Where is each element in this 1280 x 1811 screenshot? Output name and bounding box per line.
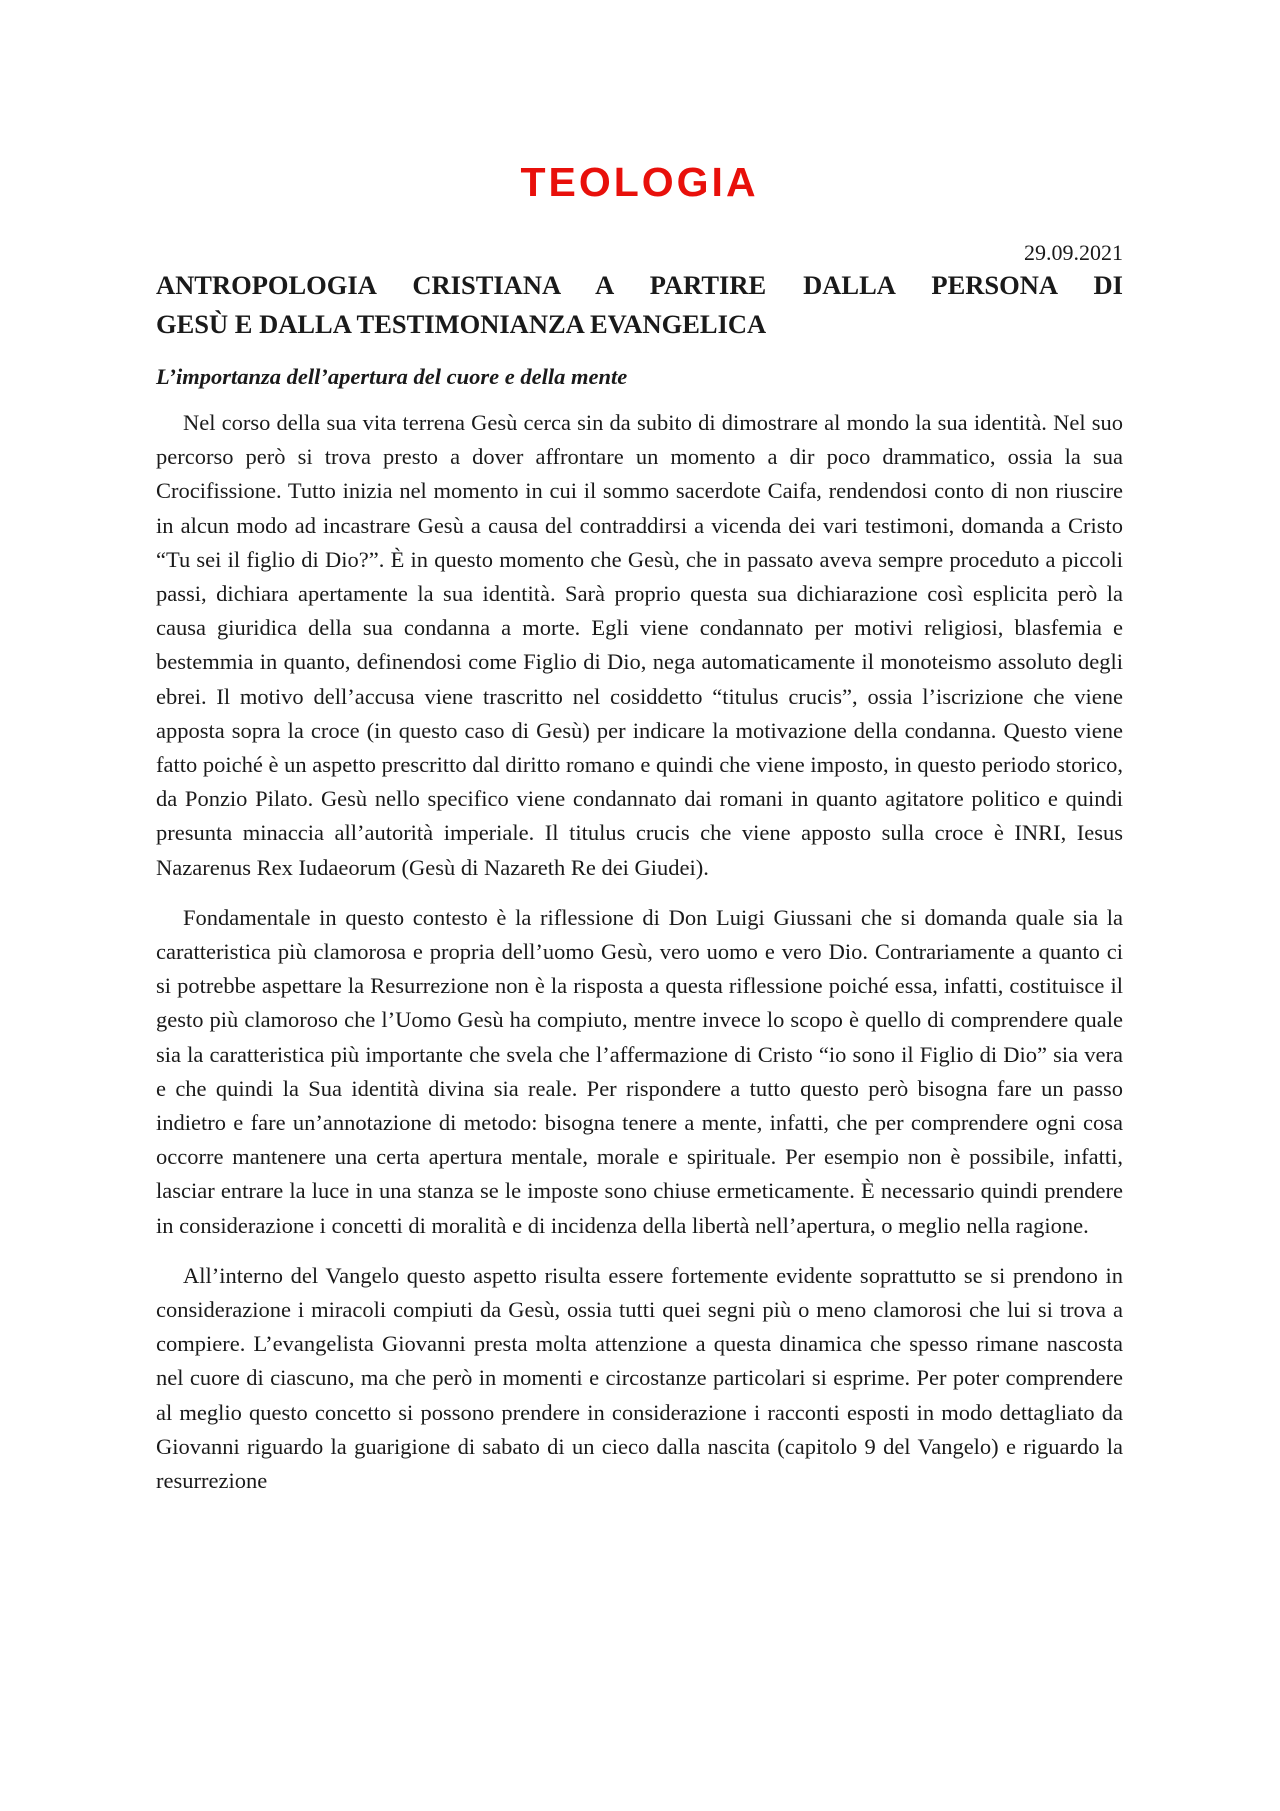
paragraph-1: Nel corso della sua vita terrena Gesù cerca sin da subito di dimostrare al mondo la sua identità. Nel suo percorso però si trova presto a dover affrontare un momento a dir poco drammatico, ossia la sua Crocifissione. Tutto inizia nel momento in cui il sommo sacerdote Caifa, rendendosi conto di non riuscire in alcun modo ad incastrare Gesù a causa del contraddirsi a vicenda dei vari testimoni, domanda a Cristo “Tu sei il figlio di Dio?”. È in questo momento che Gesù, che in passato aveva sempre proceduto a piccoli passi, dichiara apertamente la sua identità. Sarà proprio questa sua dichiarazione così esplicita però la causa giuridica della sua condanna a morte. Egli viene condannato per motivi religiosi, blasfemia e bestemmia in quanto, definendosi come Figlio di Dio, nega automaticamente il monoteismo assoluto degli ebrei. Il motivo dell’accusa viene trascritto nel cosiddetto “titulus crucis”, ossia l’iscrizione che viene apposta sopra la croce (in questo caso di Gesù) per indicare la motivazione della condanna. Questo viene fatto poiché è un aspetto prescritto dal diritto romano e quindi che viene imposto, in questo periodo storico, da Ponzio Pilato. Gesù nello specifico viene condannato dai romani in quanto agitatore politico e quindi presunta minaccia all’autorità imperiale. Il titulus crucis che viene apposto sulla croce è INRI, Iesus Nazarenus Rex Iudaeorum (Gesù di Nazareth Re dei Giudei). — [156, 410, 1123, 880]
paragraph-3: All’interno del Vangelo questo aspetto risulta essere fortemente evidente soprattutto se si prendono in considerazione i miracoli compiuti da Gesù, ossia tutti quei segni più o meno clamorosi che lui si trova a compiere. L’evangelista Giovanni presta molta attenzione a questa dinamica che spesso rimane nascosta nel cuore di ciascuno, ma che però in momenti e circostanze particolari si esprime. Per poter comprendere al meglio questo concetto si possono prendere in considerazione i racconti esposti in modo dettagliato da Giovanni riguardo la guarigione di sabato di un cieco dalla nascita (capitolo 9 del Vangelo) e riguardo la resurrezione — [156, 1262, 1123, 1494]
paragraph-2: Fondamentale in questo contesto è la riflessione di Don Luigi Giussani che si domanda quale sia la caratteristica più clamorosa e propria dell’uomo Gesù, vero uomo e vero Dio. Contrariamente a quanto ci si potrebbe aspettare la Resurrezione non è la risposta a questa riflessione poiché essa, infatti, costituisce il gesto più clamoroso che l’Uomo Gesù ha compiuto, mentre invece lo scopo è quello di comprendere quale sia la caratteristica più importante che svela che l’affermazione di Cristo “io sono il Figlio di Dio” sia vera e che quindi la Sua identità divina sia reale. Per rispondere a tutto questo però bisogna fare un passo indietro e fare un’annotazione di metodo: bisogna tenere a mente, infatti, che per comprendere ogni cosa occorre mantenere una certa apertura mentale, morale e spirituale. Per esempio non è possibile, infatti, lasciar entrare la luce in una stanza se le imposte sono chiuse ermeticamente. È necessario quindi prendere in considerazione i concetti di moralità e di incidenza della libertà nell’apertura, o meglio nella ragione. — [156, 904, 1123, 1238]
article-subtitle: L’importanza dell’apertura del cuore e della mente — [156, 364, 628, 389]
section-banner: TEOLOGIA — [520, 159, 759, 205]
article-title-line-1: ANTROPOLOGIA CRISTIANA A PARTIRE DALLA PERSONA DI — [156, 270, 1123, 300]
article-body — [156, 406, 1123, 1514]
article-title-line-2: GESÙ E DALLA TESTIMONIANZA EVANGELICA — [156, 309, 767, 339]
article-title — [156, 266, 1123, 344]
document-date: 29.09.2021 — [1024, 240, 1123, 265]
document-page — [156, 0, 1123, 1811]
